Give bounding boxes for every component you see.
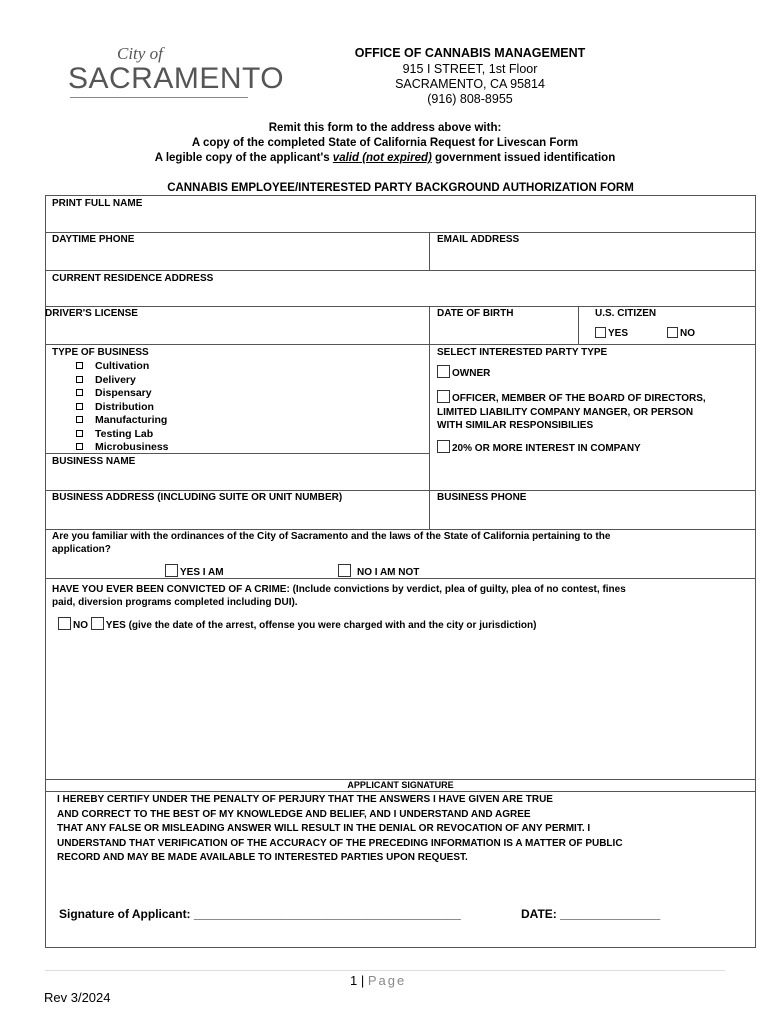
- party-interest-option[interactable]: 20% OR MORE INTEREST IN COMPANY: [437, 440, 641, 455]
- business-type-option[interactable]: Cultivation: [76, 360, 169, 374]
- citizen-no-checkbox[interactable]: [667, 327, 678, 338]
- familiar-no-checkbox[interactable]: [338, 564, 351, 577]
- divider: [45, 344, 756, 345]
- business-type-list: [76, 360, 169, 455]
- checkbox[interactable]: [76, 443, 83, 450]
- divider: [45, 791, 756, 792]
- office-title: OFFICE OF CANNABIS MANAGEMENT: [354, 46, 586, 60]
- email-label: EMAIL ADDRESS: [437, 234, 520, 245]
- signature-line[interactable]: Signature of Applicant: ________________________________________: [59, 907, 461, 921]
- dob-label: DATE OF BIRTH: [437, 308, 514, 319]
- office-phone: (916) 808-8955: [427, 92, 513, 106]
- business-type-option[interactable]: Manufacturing: [76, 414, 169, 428]
- full-name-label: PRINT FULL NAME: [52, 198, 143, 209]
- page-number: 1 | Page: [350, 973, 407, 988]
- business-name-field[interactable]: [46, 468, 428, 488]
- logo-sacramento: SACRAMENTO: [68, 62, 285, 95]
- checkbox[interactable]: [76, 416, 83, 423]
- crime-options: NO YES (give the date of the arrest, offense you were charged with and the city or jurisdiction): [58, 617, 536, 631]
- business-address-label: BUSINESS ADDRESS (INCLUDING SUITE OR UNIT NUMBER): [52, 492, 343, 503]
- drivers-license-field[interactable]: [46, 320, 428, 344]
- divider: [45, 232, 756, 233]
- full-name-field[interactable]: [46, 210, 755, 231]
- crime-no-checkbox[interactable]: [58, 617, 71, 630]
- drivers-license-label: DRIVER'S LICENSE: [45, 308, 138, 319]
- footer-divider: [45, 970, 725, 971]
- type-of-business-label: TYPE OF BUSINESS: [52, 347, 149, 358]
- remit-line-2: A copy of the completed State of California Request for Livescan Form: [191, 137, 579, 149]
- office-street: 915 I STREET, 1st Floor: [402, 62, 538, 76]
- divider: [45, 490, 756, 491]
- divider: [45, 578, 756, 579]
- checkbox[interactable]: [76, 403, 83, 410]
- business-type-option[interactable]: Dispensary: [76, 387, 169, 401]
- familiar-question: Are you familiar with the ordinances of the City of Sacramento and the laws of the State of California pertaining to the application?: [52, 531, 611, 555]
- form-title: CANNABIS EMPLOYEE/INTERESTED PARTY BACKGROUND AUTHORIZATION FORM: [167, 182, 634, 194]
- citizen-yes-checkbox[interactable]: [595, 327, 606, 338]
- crime-question: HAVE YOU EVER BEEN CONVICTED OF A CRIME: (Include convictions by verdict, plea of guilty, plea of no contest, fines paid, diversion programs completed including DUI).: [52, 584, 626, 608]
- crime-details-field[interactable]: [50, 636, 750, 776]
- remit-line-1: Remit this form to the address above with:: [268, 122, 502, 134]
- familiar-yes-option[interactable]: YES I AM: [165, 564, 224, 578]
- divider: [429, 232, 430, 270]
- logo-city-text: City of: [117, 44, 163, 63]
- date-line[interactable]: DATE: _______________: [521, 907, 661, 921]
- divider: [45, 453, 429, 454]
- logo-underline: [70, 97, 248, 98]
- certification-text: I HEREBY CERTIFY UNDER THE PENALTY OF PERJURY THAT THE ANSWERS I HAVE GIVEN ARE TRUE AND CORRECT TO THE BEST OF MY KNOWLEDGE AND BELIEF, AND I UNDERSTAND AND AGREE THAT ANY FALSE OR MISLEADING ANSWER WILL RESULT IN THE DENIAL OR REVOCATION OF ANY PERMIT. I UNDERSTAND THAT VERIFICATION OF THE ACCURACY OF THE PRECEDING INFORMATION IS A MATTER OF PUBLIC RECORD AND MAY BE MADE AVAILABLE TO INTERESTED PARTIES UPON REQUEST.: [57, 794, 623, 863]
- party-owner-option[interactable]: OWNER: [437, 365, 490, 380]
- familiar-yes-checkbox[interactable]: [165, 564, 178, 577]
- signature-heading: APPLICANT SIGNATURE: [347, 780, 454, 790]
- party-officer-option[interactable]: OFFICER, MEMBER OF THE BOARD OF DIRECTORS, LIMITED LIABILITY COMPANY MANGER, OR PERSON WITH SIMILAR RESPONSIBILIES: [437, 390, 752, 432]
- remit-line-3: A legible copy of the applicant's valid (not expired) government issued identification: [154, 152, 616, 164]
- office-city: SACRAMENTO, CA 95814: [395, 77, 545, 91]
- residence-label: CURRENT RESIDENCE ADDRESS: [52, 273, 214, 284]
- crime-yes-checkbox[interactable]: [91, 617, 104, 630]
- divider: [578, 306, 579, 344]
- business-name-label: BUSINESS NAME: [52, 456, 136, 467]
- familiar-no-option[interactable]: NO I AM NOT: [338, 564, 419, 578]
- interest-checkbox[interactable]: [437, 440, 450, 453]
- daytime-phone-label: DAYTIME PHONE: [52, 234, 135, 245]
- business-type-option[interactable]: Testing Lab: [76, 428, 169, 442]
- business-type-option[interactable]: Microbusiness: [76, 441, 169, 455]
- checkbox[interactable]: [76, 376, 83, 383]
- business-type-option[interactable]: Delivery: [76, 374, 169, 388]
- business-type-option[interactable]: Distribution: [76, 401, 169, 415]
- divider: [45, 306, 756, 307]
- checkbox[interactable]: [76, 389, 83, 396]
- daytime-phone-field[interactable]: [46, 246, 428, 270]
- revision-label: Rev 3/2024: [44, 990, 111, 1005]
- business-phone-label: BUSINESS PHONE: [437, 492, 527, 503]
- dob-field[interactable]: [431, 320, 577, 344]
- officer-checkbox[interactable]: [437, 390, 450, 403]
- us-citizen-label: U.S. CITIZEN: [595, 308, 657, 319]
- email-field[interactable]: [431, 246, 755, 270]
- divider: [45, 270, 756, 271]
- citizen-yes-option[interactable]: YES: [595, 327, 628, 339]
- divider: [429, 306, 430, 530]
- party-type-label: SELECT INTERESTED PARTY TYPE: [437, 347, 608, 358]
- citizen-no-option[interactable]: NO: [667, 327, 695, 339]
- checkbox[interactable]: [76, 430, 83, 437]
- business-phone-field[interactable]: [431, 504, 755, 528]
- business-address-field[interactable]: [46, 504, 428, 528]
- owner-checkbox[interactable]: [437, 365, 450, 378]
- residence-field[interactable]: [46, 285, 755, 305]
- checkbox[interactable]: [76, 362, 83, 369]
